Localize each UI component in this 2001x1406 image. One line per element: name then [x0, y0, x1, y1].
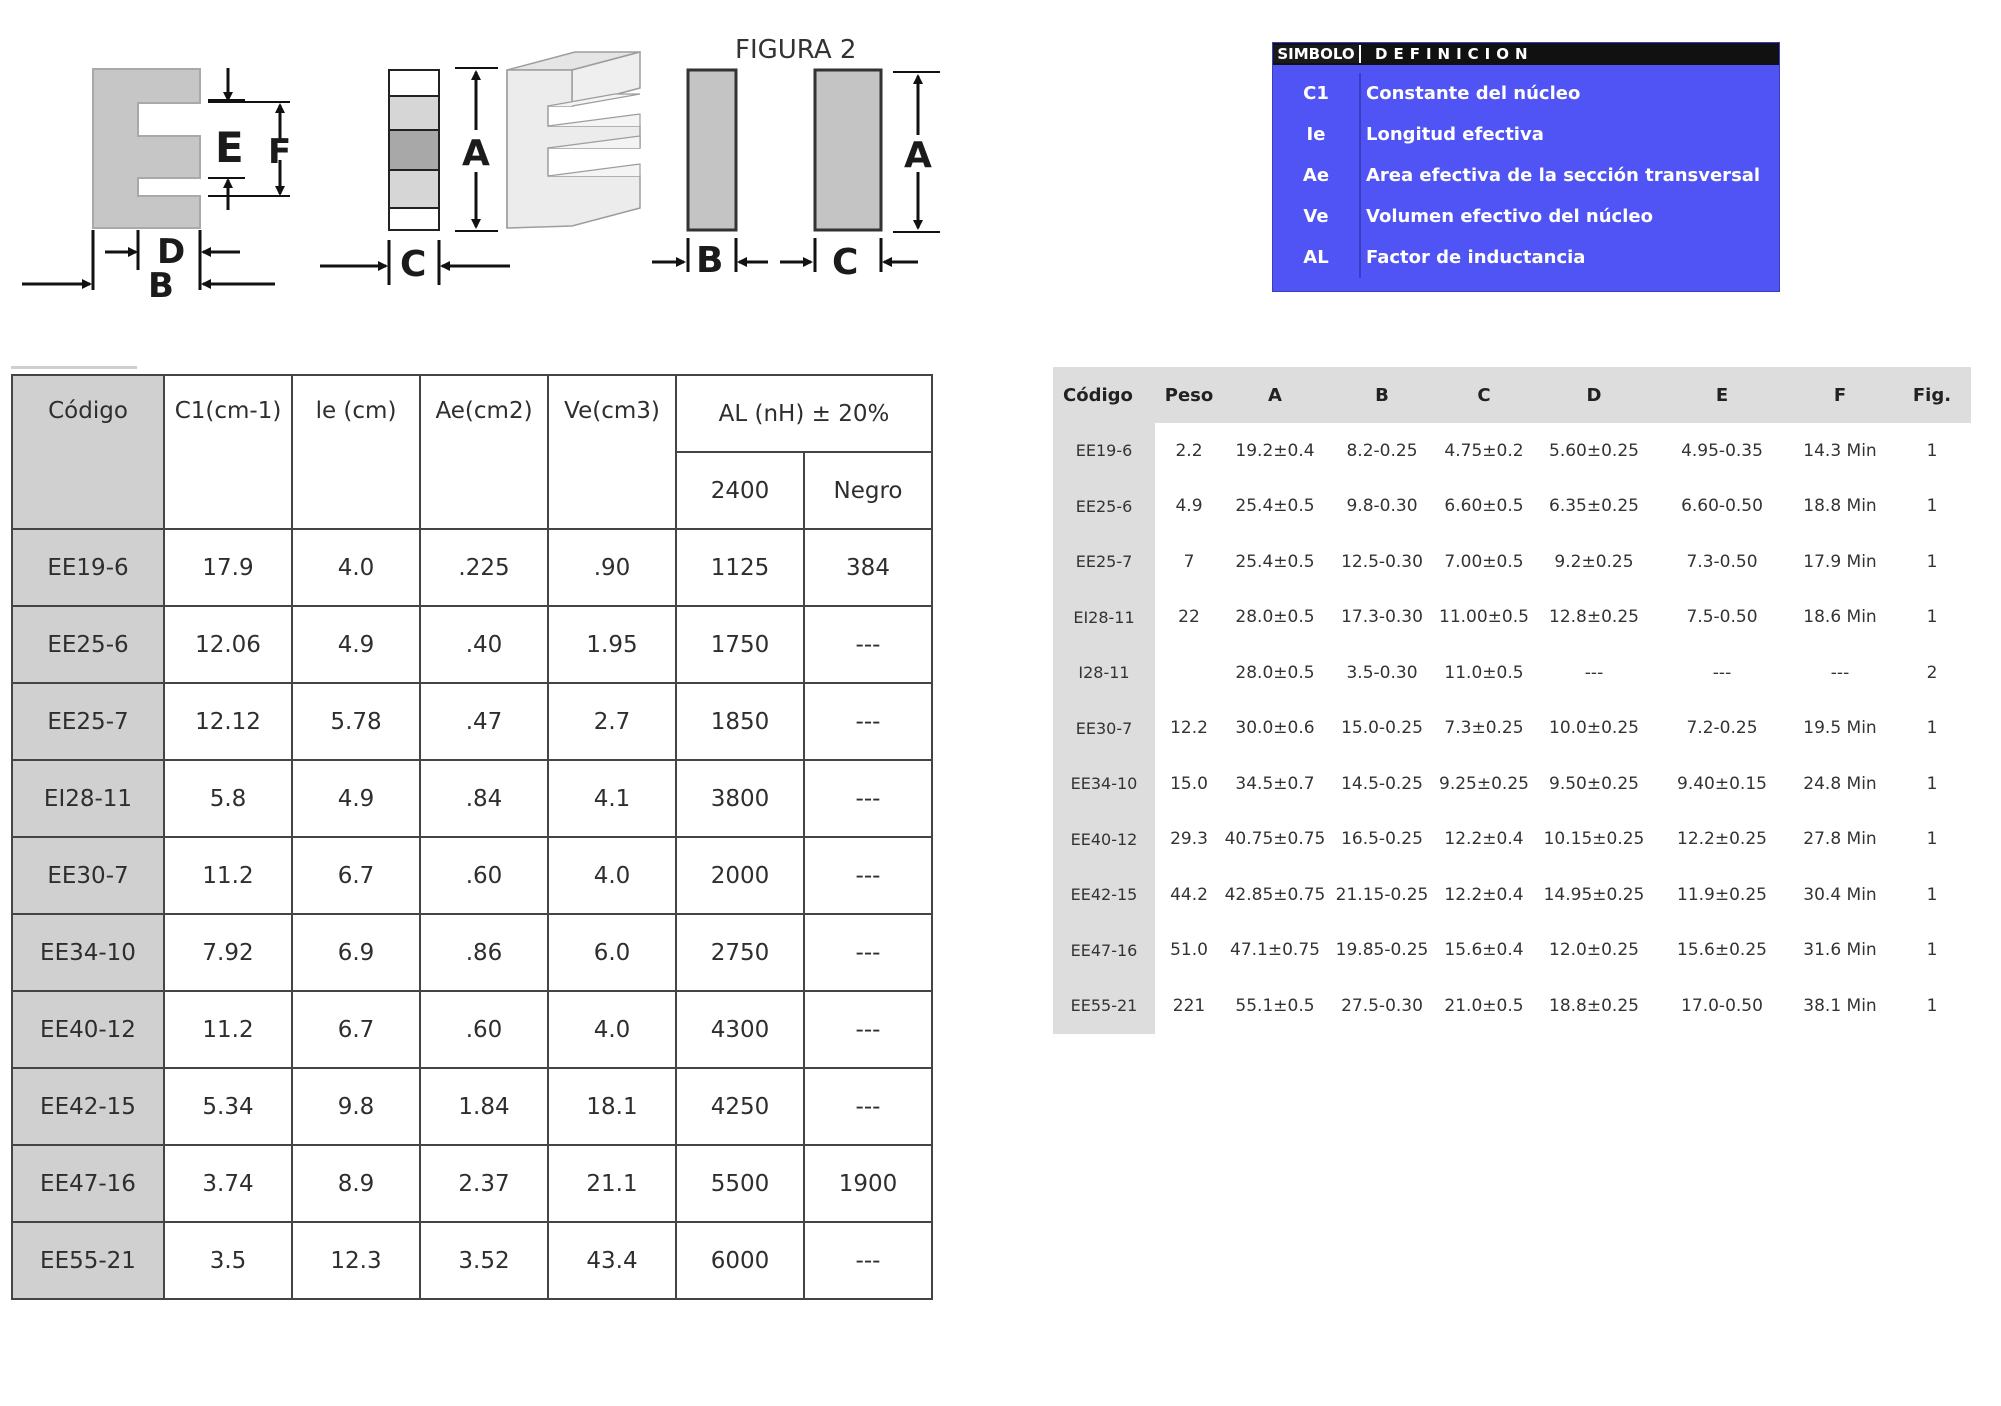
dim-cell: 9.25±0.25: [1439, 773, 1529, 794]
dim-cell: 25.4±0.5: [1235, 496, 1315, 517]
dim-cell: 2: [1926, 662, 1938, 683]
dim-label-C-i: C: [832, 242, 859, 283]
cell-c1: 11.2: [164, 991, 292, 1068]
dim-col-header: E: [1657, 367, 1787, 423]
table-row: [1053, 923, 1971, 979]
table-row: [12, 991, 932, 1068]
dim-cell: 51.0: [1170, 940, 1208, 961]
cell-al-2400: 1750: [676, 606, 804, 683]
legend-definition: Area efectiva de la sección transversal: [1366, 165, 1761, 186]
dim-cell: ---: [1830, 662, 1850, 683]
cell-al-negro: ---: [804, 914, 932, 991]
cell-al-2400: 2000: [676, 837, 804, 914]
dim-cell: 17.3-0.30: [1341, 607, 1423, 628]
dim-cell: EE19-6: [1053, 423, 1155, 479]
dim-cell: 29.3: [1170, 829, 1208, 850]
cell-c1: 3.5: [164, 1222, 292, 1299]
table-row: [1053, 534, 1971, 590]
dimensions-header-row: [1053, 367, 1971, 423]
dim-label-F: F: [268, 132, 292, 172]
e-core-front-view: [22, 68, 291, 306]
cell-al-2400: 5500: [676, 1145, 804, 1222]
dim-cell: 17.0-0.50: [1681, 995, 1763, 1016]
cell-le: 6.9: [292, 914, 420, 991]
cell-ve: 21.1: [548, 1145, 676, 1222]
dim-cell: 12.0±0.25: [1549, 940, 1639, 961]
legend-definition: Longitud efectiva: [1366, 124, 1544, 145]
dim-cell: 5.60±0.25: [1549, 440, 1639, 461]
cell-code: EI28-11: [12, 760, 164, 837]
dim-cell: 9.8-0.30: [1346, 496, 1418, 517]
table-row: [1053, 756, 1971, 812]
cell-ae: 2.37: [420, 1145, 548, 1222]
dim-cell: 7: [1183, 551, 1195, 572]
cell-c1: 7.92: [164, 914, 292, 991]
dimensions-table-wrap: [1053, 367, 1971, 1034]
cell-le: 5.78: [292, 683, 420, 760]
dim-cell: 7.2-0.25: [1686, 718, 1758, 739]
col-header-le: le (cm): [292, 375, 420, 529]
dim-cell: 11.9±0.25: [1677, 884, 1767, 905]
dim-cell: I28-11: [1053, 645, 1155, 701]
cell-c1: 11.2: [164, 837, 292, 914]
cell-ve: .90: [548, 529, 676, 606]
cell-ve: 18.1: [548, 1068, 676, 1145]
dim-cell: 15.6±0.25: [1677, 940, 1767, 961]
col-header-code: Código: [12, 375, 164, 529]
cell-ae: 1.84: [420, 1068, 548, 1145]
dim-cell: 7.3-0.50: [1686, 551, 1758, 572]
col-header-al-2400: 2400: [676, 452, 804, 529]
legend-definition: Constante del núcleo: [1366, 83, 1581, 104]
magnetic-parameters-table: [11, 374, 933, 1300]
legend-definition: Volumen efectivo del núcleo: [1366, 206, 1653, 227]
cell-ve: 43.4: [548, 1222, 676, 1299]
dim-col-header: D: [1531, 367, 1657, 423]
cell-le: 4.9: [292, 606, 420, 683]
dim-cell: 3.5-0.30: [1346, 662, 1418, 683]
cell-ae: .60: [420, 991, 548, 1068]
dim-cell: 10.0±0.25: [1549, 718, 1639, 739]
col-header-al: AL (nH) ± 20%: [676, 375, 932, 452]
dim-cell: 9.2±0.25: [1554, 551, 1634, 572]
cell-al-negro: ---: [804, 1222, 932, 1299]
dim-cell: 4.9: [1175, 496, 1203, 517]
table-row: [1053, 978, 1971, 1034]
dim-cell: 12.2±0.4: [1444, 884, 1524, 905]
dim-cell: 12.5-0.30: [1341, 551, 1423, 572]
dim-label-B-i: B: [696, 240, 724, 281]
col-header-c1: C1(cm-1): [164, 375, 292, 529]
dim-cell: EE34-10: [1053, 756, 1155, 812]
table-row: [1053, 645, 1971, 701]
table-top-divider: [11, 366, 137, 369]
figure-title: FIGURA 2: [735, 35, 857, 65]
dim-label-A-side: A: [462, 133, 490, 174]
legend-row: [1273, 237, 1779, 278]
cell-al-2400: 1125: [676, 529, 804, 606]
dim-cell: 47.1±0.75: [1230, 940, 1320, 961]
dim-cell: 7.00±0.5: [1444, 551, 1524, 572]
cell-ae: .84: [420, 760, 548, 837]
cell-al-negro: ---: [804, 606, 932, 683]
cell-le: 8.9: [292, 1145, 420, 1222]
dim-cell: ---: [1712, 662, 1732, 683]
dim-col-header: Fig.: [1893, 367, 1971, 423]
dim-label-E: E: [215, 123, 244, 172]
dim-label-B: B: [148, 266, 174, 306]
dim-cell: 1: [1926, 773, 1938, 794]
cell-ve: 2.7: [548, 683, 676, 760]
dim-cell: 1: [1926, 884, 1938, 905]
table-row: [1053, 479, 1971, 535]
table-row: [12, 1222, 932, 1299]
dim-cell: EE30-7: [1053, 701, 1155, 757]
cell-c1: 5.8: [164, 760, 292, 837]
dim-cell: 14.95±0.25: [1543, 884, 1645, 905]
cell-ve: 4.1: [548, 760, 676, 837]
table-row: [12, 837, 932, 914]
dim-cell: 42.85±0.75: [1224, 884, 1326, 905]
table-row: [1053, 867, 1971, 923]
dim-cell: 28.0±0.5: [1235, 607, 1315, 628]
table-row: [12, 914, 932, 991]
e-core-side-view: [320, 68, 510, 285]
legend-row: [1273, 114, 1779, 155]
dim-cell: 4.95-0.35: [1681, 440, 1763, 461]
cell-ae: 3.52: [420, 1222, 548, 1299]
legend-header: [1273, 43, 1779, 65]
cell-al-2400: 4300: [676, 991, 804, 1068]
cell-al-2400: 6000: [676, 1222, 804, 1299]
dim-cell: 30.4 Min: [1803, 884, 1877, 905]
table-row: [12, 760, 932, 837]
legend-symbol: Ve: [1273, 196, 1361, 237]
dim-cell: 22: [1178, 607, 1200, 628]
dim-cell: 40.75±0.75: [1224, 829, 1326, 850]
dim-cell: 34.5±0.7: [1235, 773, 1315, 794]
legend-rows: [1273, 65, 1779, 278]
cell-al-negro: ---: [804, 760, 932, 837]
dim-cell: 15.6±0.4: [1444, 940, 1524, 961]
dim-cell: 1: [1926, 995, 1938, 1016]
dim-cell: 19.5 Min: [1803, 718, 1877, 739]
dimensions-body: [1053, 423, 1971, 1034]
table-row: [1053, 590, 1971, 646]
legend-definition: Factor de inductancia: [1366, 247, 1586, 268]
dim-cell: 221: [1172, 995, 1206, 1016]
dim-cell: 1: [1926, 440, 1938, 461]
dim-cell: 9.50±0.25: [1549, 773, 1639, 794]
cell-ve: 4.0: [548, 837, 676, 914]
dim-cell: 9.40±0.15: [1677, 773, 1767, 794]
dim-cell: 18.6 Min: [1803, 607, 1877, 628]
legend-symbol: C1: [1273, 73, 1361, 114]
dim-label-C-side: C: [400, 244, 427, 285]
dim-cell: 21.0±0.5: [1444, 995, 1524, 1016]
dim-cell: 1: [1926, 718, 1938, 739]
table-row: [1053, 812, 1971, 868]
dim-cell: EE42-15: [1053, 867, 1155, 923]
dim-cell: 4.75±0.2: [1444, 440, 1524, 461]
dim-cell: 6.35±0.25: [1549, 496, 1639, 517]
i-core-views: [652, 70, 940, 283]
dim-cell: 15.0-0.25: [1341, 718, 1423, 739]
dim-col-header: Código: [1053, 367, 1155, 423]
col-header-ae: Ae(cm2): [420, 375, 548, 529]
dim-cell: 10.15±0.25: [1543, 829, 1645, 850]
cell-al-2400: 4250: [676, 1068, 804, 1145]
dim-cell: 1: [1926, 607, 1938, 628]
dim-cell: ---: [1584, 662, 1604, 683]
cell-ve: 4.0: [548, 991, 676, 1068]
cell-code: EE42-15: [12, 1068, 164, 1145]
dim-cell: [1155, 645, 1223, 701]
dim-cell: EE55-21: [1053, 978, 1155, 1034]
table-row: [1053, 701, 1971, 757]
dim-col-header: Peso: [1155, 367, 1223, 423]
cell-code: EE34-10: [12, 914, 164, 991]
cell-al-2400: 1850: [676, 683, 804, 760]
cell-al-negro: ---: [804, 683, 932, 760]
dim-col-header: F: [1787, 367, 1893, 423]
dim-cell: 25.4±0.5: [1235, 551, 1315, 572]
cell-code: EE25-7: [12, 683, 164, 760]
dim-cell: 12.2: [1170, 718, 1208, 739]
legend-header-symbol: SIMBOLO: [1273, 45, 1361, 63]
legend-row: [1273, 73, 1779, 114]
dim-cell: 15.0: [1170, 773, 1208, 794]
cell-ae: .86: [420, 914, 548, 991]
dim-cell: 27.8 Min: [1803, 829, 1877, 850]
cell-c1: 3.74: [164, 1145, 292, 1222]
dim-cell: 12.2±0.25: [1677, 829, 1767, 850]
dim-cell: 12.8±0.25: [1549, 607, 1639, 628]
table-row: [12, 1068, 932, 1145]
dim-cell: 8.2-0.25: [1346, 440, 1418, 461]
cell-code: EE19-6: [12, 529, 164, 606]
core-diagrams: [0, 0, 1000, 320]
dim-cell: 55.1±0.5: [1235, 995, 1315, 1016]
dim-cell: 18.8 Min: [1803, 496, 1877, 517]
dim-cell: 1: [1926, 496, 1938, 517]
cell-code: EE47-16: [12, 1145, 164, 1222]
dim-cell: 6.60-0.50: [1681, 496, 1763, 517]
dim-cell: 6.60±0.5: [1444, 496, 1524, 517]
legend-row: [1273, 196, 1779, 237]
dim-cell: 31.6 Min: [1803, 940, 1877, 961]
legend-symbol: AL: [1273, 237, 1361, 278]
dim-cell: 2.2: [1175, 440, 1203, 461]
col-header-ve: Ve(cm3): [548, 375, 676, 529]
cell-c1: 17.9: [164, 529, 292, 606]
cell-al-negro: ---: [804, 1068, 932, 1145]
cell-le: 4.0: [292, 529, 420, 606]
dim-cell: EE40-12: [1053, 812, 1155, 868]
cell-ae: .40: [420, 606, 548, 683]
e-core-3d-view: [507, 52, 640, 228]
dim-cell: 14.5-0.25: [1341, 773, 1423, 794]
dim-label-A-i: A: [904, 135, 932, 176]
dim-cell: 21.15-0.25: [1335, 884, 1429, 905]
dim-cell: 7.5-0.50: [1686, 607, 1758, 628]
cell-al-negro: 384: [804, 529, 932, 606]
dim-cell: EE25-6: [1053, 479, 1155, 535]
dim-cell: 11.0±0.5: [1444, 662, 1524, 683]
dim-cell: 24.8 Min: [1803, 773, 1877, 794]
dim-cell: 17.9 Min: [1803, 551, 1877, 572]
dim-cell: 18.8±0.25: [1549, 995, 1639, 1016]
cell-c1: 5.34: [164, 1068, 292, 1145]
cell-ae: .225: [420, 529, 548, 606]
magnetic-parameters-body: [12, 529, 932, 1299]
dim-cell: 44.2: [1170, 884, 1208, 905]
dim-cell: EE47-16: [1053, 923, 1155, 979]
cell-le: 4.9: [292, 760, 420, 837]
dim-cell: 27.5-0.30: [1341, 995, 1423, 1016]
dim-cell: 16.5-0.25: [1341, 829, 1423, 850]
cell-al-2400: 2750: [676, 914, 804, 991]
dim-label-D: D: [157, 232, 186, 272]
dim-col-header: C: [1437, 367, 1531, 423]
dim-cell: 19.85-0.25: [1335, 940, 1429, 961]
dim-cell: 1: [1926, 829, 1938, 850]
cell-al-negro: ---: [804, 837, 932, 914]
cell-al-negro: ---: [804, 991, 932, 1068]
cell-ve: 1.95: [548, 606, 676, 683]
dim-cell: 1: [1926, 551, 1938, 572]
cell-al-negro: 1900: [804, 1145, 932, 1222]
cell-code: EE55-21: [12, 1222, 164, 1299]
cell-le: 6.7: [292, 837, 420, 914]
dim-cell: 7.3±0.25: [1444, 718, 1524, 739]
cell-ae: .47: [420, 683, 548, 760]
cell-le: 12.3: [292, 1222, 420, 1299]
cell-le: 9.8: [292, 1068, 420, 1145]
cell-code: EE30-7: [12, 837, 164, 914]
cell-ve: 6.0: [548, 914, 676, 991]
cell-c1: 12.06: [164, 606, 292, 683]
cell-le: 6.7: [292, 991, 420, 1068]
cell-code: EE25-6: [12, 606, 164, 683]
legend-symbol: Ie: [1273, 114, 1361, 155]
dim-cell: 12.2±0.4: [1444, 829, 1524, 850]
magnetic-parameters-table-wrap: [11, 374, 933, 1300]
dim-col-header: B: [1327, 367, 1437, 423]
dim-cell: 14.3 Min: [1803, 440, 1877, 461]
dim-cell: 11.00±0.5: [1439, 607, 1529, 628]
cell-code: EE40-12: [12, 991, 164, 1068]
dim-cell: 19.2±0.4: [1235, 440, 1315, 461]
symbol-legend: [1272, 42, 1780, 292]
legend-header-definition: DEFINICION: [1375, 45, 1534, 63]
table-row: [12, 1145, 932, 1222]
dim-cell: EE25-7: [1053, 534, 1155, 590]
dim-cell: 38.1 Min: [1803, 995, 1877, 1016]
table-row: [12, 606, 932, 683]
dim-col-header: A: [1223, 367, 1327, 423]
cell-c1: 12.12: [164, 683, 292, 760]
legend-symbol: Ae: [1273, 155, 1361, 196]
dim-cell: 28.0±0.5: [1235, 662, 1315, 683]
table-row: [12, 683, 932, 760]
dimensions-table: [1053, 367, 1971, 1034]
dim-cell: 30.0±0.6: [1235, 718, 1315, 739]
legend-row: [1273, 155, 1779, 196]
cell-ae: .60: [420, 837, 548, 914]
core-dimension-figure: [0, 0, 1000, 320]
dim-cell: 1: [1926, 940, 1938, 961]
cell-al-2400: 3800: [676, 760, 804, 837]
col-header-al-negro: Negro: [804, 452, 932, 529]
dim-cell: EI28-11: [1053, 590, 1155, 646]
table-row: [12, 529, 932, 606]
table-row: [1053, 423, 1971, 479]
